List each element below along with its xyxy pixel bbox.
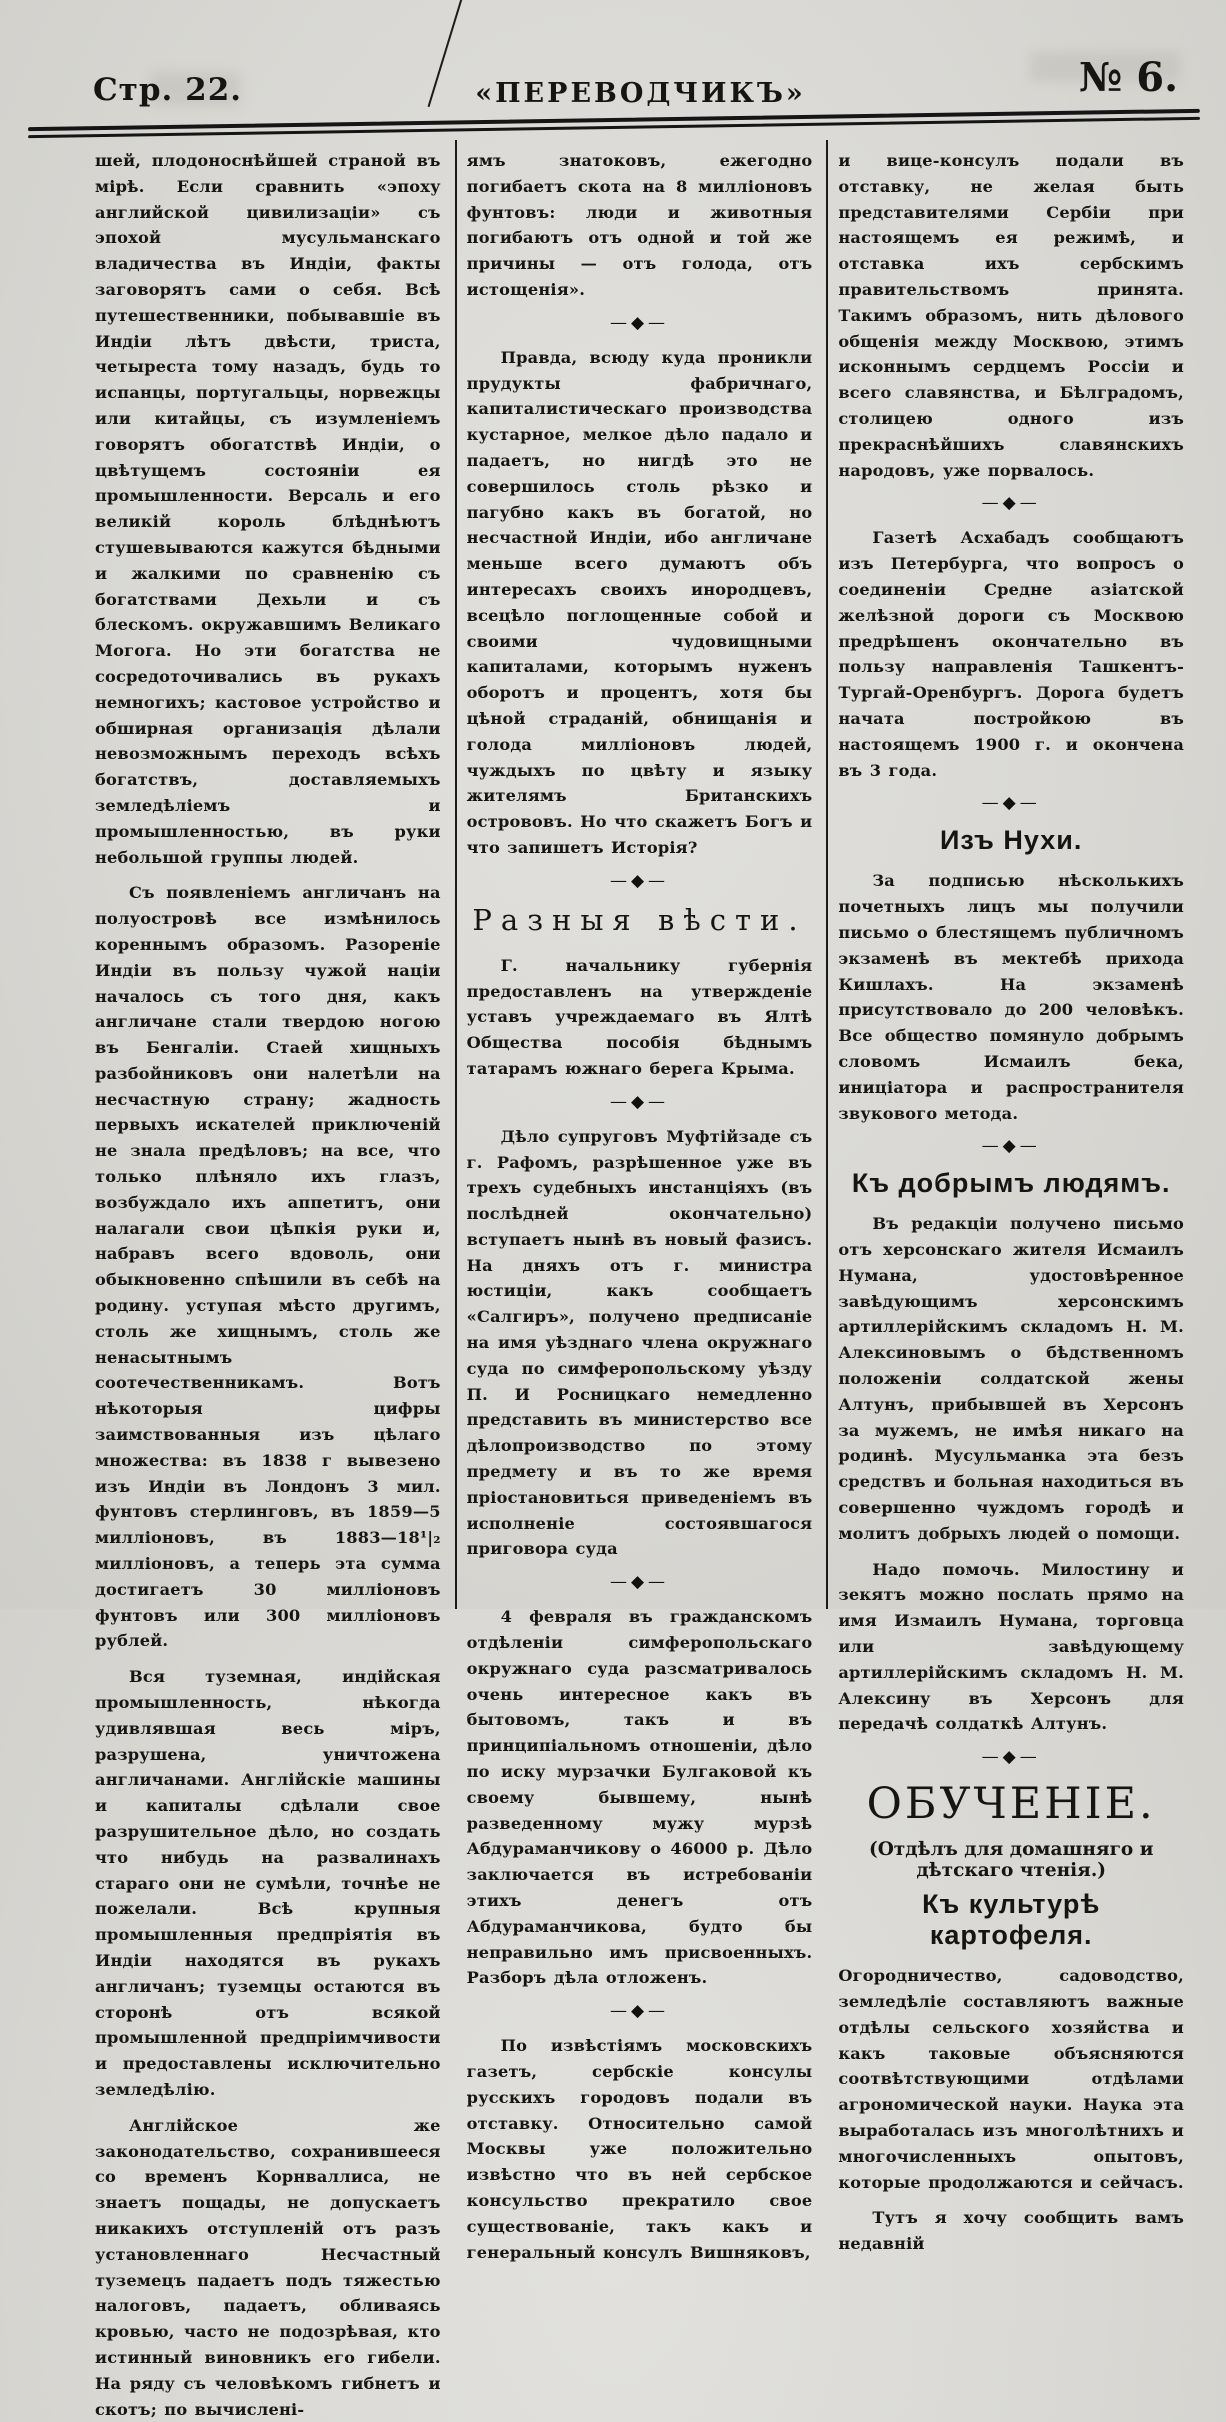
article-paragraph: Тутъ я хочу сообщить вамъ недавній (838, 2208, 1185, 2254)
section-subtitle-obuchenie: (Отдѣлъ для домашняго и дѣтскаго чтенія.) (868, 1839, 1154, 1882)
article-paragraph: 4 февраля въ гражданскомъ отдѣленіи симферопольскаго окружнаго суда разсматривалось очень интересное какъ въ бытовомъ, такъ и въ принципіальномъ отношеніи, дѣло по иску мурзачки Булгаковой къ своему бывшему, нынѣ разведенному мужу мурзѣ Абдураманчикову о 46000 р. Дѣло заключается въ истребованіи этихъ денегъ отъ Абдураманчикова, будто бы неправильно имъ присвоенныхъ. Разборъ дѣла отложенъ. (466, 1607, 813, 1988)
article-paragraph: Съ появленіемъ англичанъ на полуостровѣ все измѣнилось кореннымъ образомъ. Разореніе Индіи въ пользу чужой націи началось съ того дня, какъ англичане стали твердою ногою въ Бенгаліи. Стаей хищныхъ разбойниковъ они налетѣли на несчастную страну; жадность первыхъ искателей приключеній не знала предѣловъ; на все, что только плѣняло ихъ глазъ, возбуждало ихъ аппетитъ, они налагали свои цѣпкія руки и, набравъ всего вдоволь, они обыкновенно спѣшили въ себѣ на родину. уступая мѣсто другимъ, столь же хищнымъ, столь же ненасытнымъ соотечественникамъ. Вотъ нѣкоторыя цифры заимствованныя изъ цѣлаго множества: въ 1838 г вывезено изъ Индіи въ Лондонъ 3 мил. фунтовъ стерлинговъ, въ 1859—5 милліоновъ, въ 1883—18¹|₂ милліоновъ, а теперь эта сумма достигаетъ 30 милліоновъ фунтовъ или 300 милліоновъ рублей. (95, 883, 441, 1651)
section-divider-ornament: —◆— (981, 1136, 1041, 1157)
section-divider-ornament: —◆— (609, 870, 670, 891)
article-columns (85, 140, 1198, 2419)
article-paragraph: Въ редакціи получено письмо отъ херсонскаго жителя Исмаилъ Нумана, удостовѣренное завѣдующимъ херсонскимъ артиллерійскимъ складомъ Н. М. Алексиновымъ о бѣдственномъ положеніи солдатской жены Алтунъ, прибывшей въ Херсонъ за мужемъ, не имѣя никаго на родинѣ. Мусульманка эта безъ средствъ и больная находиться въ совершенно чуждомъ городѣ и молитъ добрыхъ людей о помощи. (838, 1214, 1185, 1543)
article-paragraph: Вся туземная, индійская промышленность, нѣкогда удивлявшая весь міръ, разрушена, уничтожена англичанами. Англійскіе машины и капиталы сдѣлали свое разрушительное дѣло, но создать что нибудь на развалинахъ стараго они не сумѣли, точнѣе не пожелали. Всѣ крупныя промышленныя предпріятія въ Индіи находятся въ рукахъ англичанъ; туземцы остаются въ сторонѣ отъ всякой промышленной предпріимчивости и предоставлены исключительно земледѣлію. (95, 1667, 441, 2099)
section-divider-ornament: —◆— (609, 1091, 670, 1112)
page-number-label: Стр. 22. (93, 72, 243, 108)
article-paragraph: Г. начальнику губернія предоставленъ на утвержденіе уставъ учреждаемаго въ Ялтѣ Общества пособія бѣднымъ татарамъ южнаго берега Крыма. (466, 955, 813, 1078)
page-header (85, 54, 1196, 114)
section-divider-ornament: —◆— (609, 1572, 670, 1593)
column-2 (455, 140, 827, 2262)
section-title-k-dobrym-lyudyam: Къ добрымъ людямъ. (851, 1168, 1171, 1199)
issue-number-label: № 6. (1078, 54, 1178, 101)
article-paragraph: Правда, всюду куда проникли прудукты фабричнаго, капиталистическаго производства кустарное, мелкое дѣло падало и падаетъ, но нигдѣ это не совершилось столь рѣзко и пагубно какъ въ богатой, но несчастной Индіи, ибо англичане меньше всего думаютъ объ интересахъ своихъ инородцевъ, всецѣло поглощенные собой и своими чудовищными капиталами, которымъ нуженъ оборотъ и процентъ, хотя бы цѣной страданій, обнищанія и голода милліоновъ людей, чуждыхъ по цвѣту и языку жителямъ Британскихъ острововъ. Но что скажетъ Богъ и что запишетъ Исторія? (466, 347, 813, 857)
article-paragraph: Надо помочь. Милостину и зекятъ можно послать прямо на имя Измаилъ Нумана, торговца или завѣдующему артиллерійскимъ складомъ Н. М. Алексину въ Херсонъ для передачѣ солдаткѣ Алтунъ. (838, 1559, 1185, 1734)
section-divider-ornament: —◆— (981, 793, 1041, 814)
article-paragraph: и вице-консулъ подали въ отставку, не желая быть представителями Сербіи при настоящемъ ея режимѣ, и отставка ихъ сербскимъ правительствомъ принята. Такимъ образомъ, нить дѣлового общенія между Москвою, этимъ исконнымъ сердцемъ Россіи и всего славянства, и Бѣлградомъ, столицею одного изъ прекраснѣйшихъ славянскихъ народовъ, уже порвалось. (838, 151, 1185, 480)
newspaper-masthead: «ПЕРЕВОДЧИКЪ» (475, 78, 806, 109)
article-paragraph: Огородничество, садоводство, земледѣліе составляютъ важные отдѣлы сельского хозяйства и какъ таковые объясняются соотвѣтствующими отдѣлами агрономической науки. Наука эта выработалась изъ многолѣтнихъ и многочисленныхъ опытовъ, которые продолжаются и сейчасъ. (838, 1966, 1185, 2192)
section-divider-ornament: —◆— (609, 2001, 670, 2022)
section-divider-ornament: —◆— (981, 1747, 1041, 1768)
section-divider-ornament: —◆— (981, 493, 1041, 514)
article-paragraph: Газетѣ Асхабадъ сообщаютъ изъ Петербурга, что вопросъ о соединеніи Средне азіатской желѣзной дороги съ Москвою предрѣшенъ окончательно въ пользу направленія Ташкентъ-Тургай-Оренбургъ. Дорога будетъ начата постройкою въ настоящемъ 1900 г. и окончена въ 3 года. (838, 528, 1185, 780)
section-title-k-kulture-kartofelya: Къ культурѣ картофеля. (922, 1889, 1101, 1951)
section-divider-ornament: —◆— (609, 312, 670, 333)
section-title-iz-nukhi: Изъ Нухи. (940, 825, 1083, 856)
article-paragraph: шей, плодоноснѣйшей страной въ мірѣ. Если сравнить «эпоху английской цивилизаціи» съ эпохой мусульманскаго владичества въ Индіи, факты заговорятъ сами о себя. Всѣ путешественники, побывавшіе въ Индіи лѣтъ двѣсти, триста, четыреста тому назадъ, будь то испанцы, португальцы, норвежцы или китайцы, съ изумленіемъ говорятъ обогатствѣ Индіи, о цвѣтущемъ состояніи ея промышленности. Версаль и его великій король блѣднѣютъ стушевываются кажутся бѣдными и жалкими по сравненію съ богатствами Дехьли и съ блескомъ. окружавшимъ Великаго Могога. Но эти богатства не сосредоточивались въ рукахъ немногихъ; кастовое устройство и обширная организація дѣлали невозможнымъ переходъ всѣхъ богатствъ, доставляемыхъ земледѣліемъ и промышленностью, въ руки небольшой группы людей. (95, 151, 441, 867)
article-paragraph: ямъ знатоковъ, ежегодно погибаетъ скота на 8 милліоновъ фунтовъ: люди и животныя погибаютъ отъ одной и той же причины — отъ голода, отъ истощенія». (466, 151, 813, 299)
section-title-obuchenie: ОБУЧЕНІЕ. (866, 1779, 1156, 1830)
article-paragraph: Англійское же законодательство, сохранившееся со временъ Корнваллиса, не знаетъ пощады, не допускаетъ никакихъ отступленій отъ разъ установленнаго Несчастный туземецъ падаетъ подъ тяжестью налоговъ, падаетъ, обливаясь кровью, часто не подозрѣвая, кто истинный виновникъ его гибели. На ряду съ человѣкомъ гибнетъ и скотъ; по вычислені- (95, 2115, 441, 2419)
column-1 (85, 140, 455, 2419)
section-title-raznyya-vesti: Разныя вѣсти. (472, 902, 807, 937)
article-paragraph: За подписью нѣсколькихъ почетныхъ лицъ мы получили письмо о блестящемъ публичномъ экзаменѣ въ мектебѣ прихода Кишлахъ. На экзаменѣ присутствовало до 200 человѣкъ. Все общество помянуло добрымъ словомъ Исмаилъ бека, иниціатора и распространителя звукового метода. (838, 871, 1185, 1123)
article-paragraph: Дѣло супруговъ Муфтійзаде съ г. Рафомъ, разрѣшенное уже въ трехъ судебныхъ инстанціяхъ (въ послѣдней окончательно) вступаетъ нынѣ въ новый фазисъ. На дняхъ отъ г. министра юстиціи, какъ сообщаетъ «Салгиръ», получено предписаніе на имя уѣзднаго члена окружнаго суда по симферопольскому уѣзду П. И Росницкаго немедленно представить въ министерство все дѣлопроизводство по этому предмету и въ то же время пріостановиться приведеніемъ въ исполненіе состоявшагося приговора суда (466, 1126, 813, 1559)
column-3 (826, 140, 1198, 2254)
article-paragraph: По извѣстіямъ московскихъ газетъ, сербскіе консулы русскихъ городовъ подали въ отставку. Относительно самой Москвы уже положительно извѣстно что въ ней сербское консульство прекратило свое существованіе, такъ какъ и генеральный консулъ Вишняковъ, (466, 2036, 813, 2262)
